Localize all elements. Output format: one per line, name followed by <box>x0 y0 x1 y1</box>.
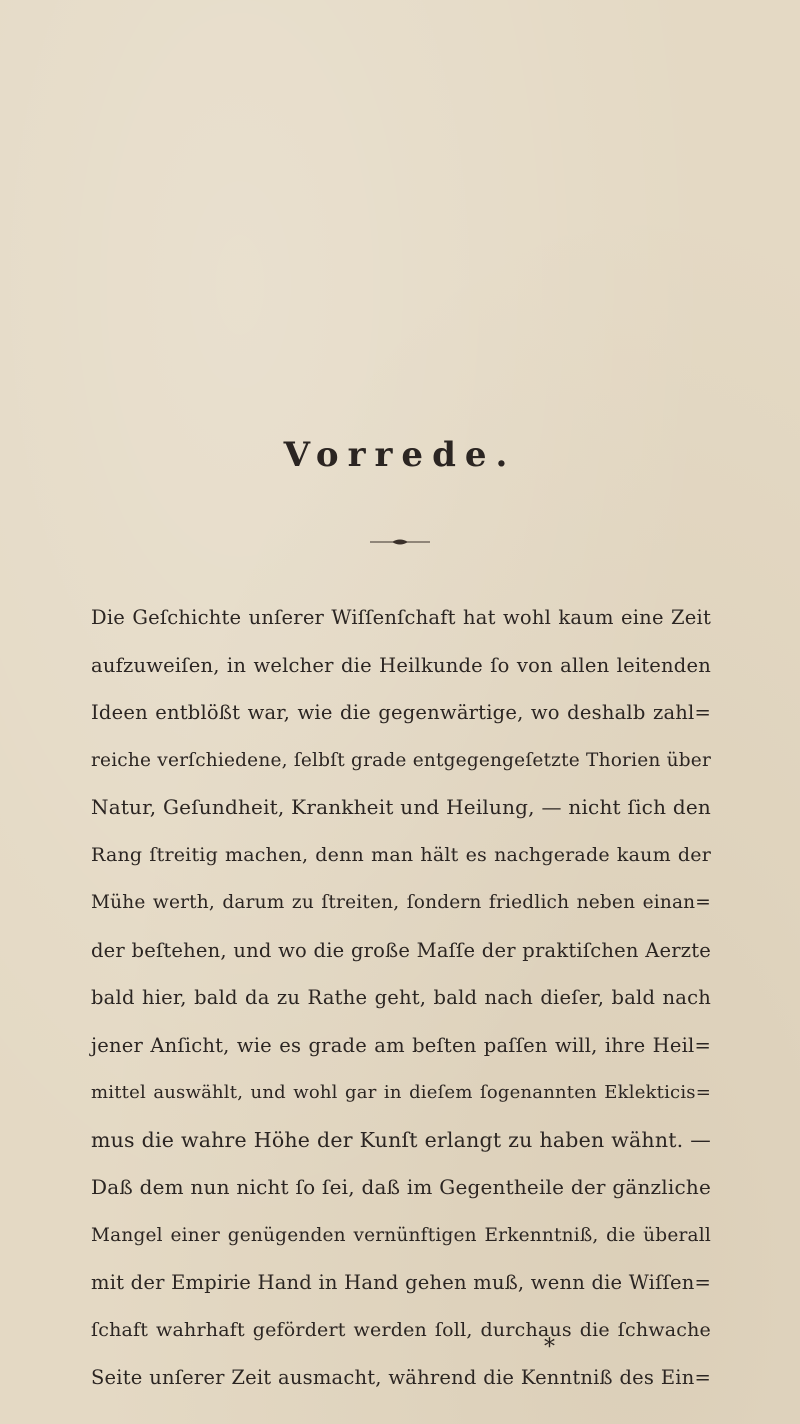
text-line: der beſtehen, und wo die große Maſſe der praktiſchen Aerzte <box>91 938 711 962</box>
signature-mark: * <box>544 1335 555 1360</box>
text-line: ſchaft wahrhaft gefördert werden ſoll, durchaus die ſchwache <box>91 1318 711 1341</box>
text-line: bald hier, bald da zu Rathe geht, bald nach dieſer, bald nach <box>91 986 711 1009</box>
ornament-divider <box>370 536 430 548</box>
text-line: Rang ſtreitig machen, denn man hält es nachgerade kaum der <box>91 843 711 866</box>
text-line: Mangel einer genügenden vernünftigen Erkenntniß, die überall <box>91 1224 711 1246</box>
page-heading: Vorrede. <box>283 435 517 475</box>
text-line: Natur, Geſundheit, Krankheit und Heilung, — nicht ſich den <box>91 795 711 819</box>
text-line: mittel auswählt, und wohl gar in dieſem ſogenannten Eklekticis= <box>91 1082 711 1103</box>
body-text <box>91 594 711 1402</box>
text-line: aufzuweiſen, in welcher die Heilkunde ſo von allen leitenden <box>91 653 711 677</box>
text-line: mit der Empirie Hand in Hand gehen muß, wenn die Wiſſen= <box>91 1271 711 1294</box>
text-line: Daß dem nun nicht ſo ſei, daß im Gegentheile der gänzliche <box>91 1175 711 1199</box>
text-line: Seite unſerer Zeit ausmacht, während die Kenntniß des Ein= <box>91 1366 711 1389</box>
text-line: Ideen entblößt war, wie die gegenwärtige, wo deshalb zahl= <box>91 701 711 724</box>
text-line: reiche verſchiedene, ſelbſt grade entgegengeſetzte Thorien über <box>91 749 711 771</box>
text-line: Mühe werth, darum zu ſtreiten, ſondern friedlich neben einan= <box>91 892 711 913</box>
text-line: mus die wahre Höhe der Kunſt erlangt zu haben wähnt. — <box>91 1127 711 1152</box>
text-line: jener Anſicht, wie es grade am beſten paſſen will, ihre Heil= <box>91 1033 711 1057</box>
text-line: Die Geſchichte unſerer Wiſſenſchaft hat wohl kaum eine Zeit <box>91 606 711 629</box>
